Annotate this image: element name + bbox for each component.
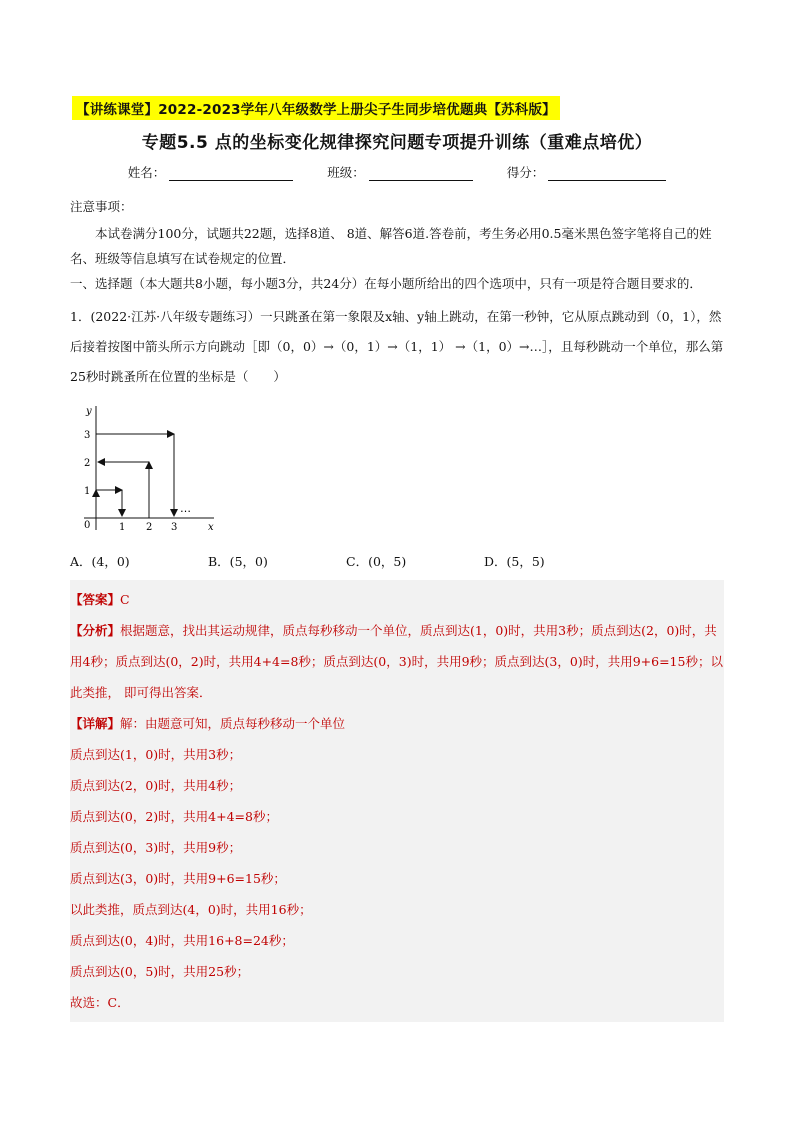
detail-line-7: 质点到达(0，4)时，共用16+8=24秒； — [70, 933, 294, 948]
detail-line-9: 故选：C． — [70, 995, 130, 1010]
analysis-tag: 【分析】 — [70, 623, 121, 638]
option-c[interactable]: C．(0，5) — [346, 554, 407, 569]
name-label: 姓名： — [127, 165, 166, 180]
x-tick-1: 1 — [119, 522, 126, 533]
class-field[interactable] — [327, 163, 473, 181]
detail-line-5: 质点到达(3，0)时，共用9+6=15秒； — [70, 871, 286, 886]
graph-ellipsis: … — [180, 502, 191, 515]
answer-tag: 【答案】 — [70, 592, 121, 607]
series-banner: 【讲练课堂】2022-2023学年八年级数学上册尖子生同步培优题典【苏科版】 — [72, 96, 560, 120]
name-field[interactable] — [128, 163, 294, 181]
detail-line-0 — [70, 708, 724, 739]
detail-text-0: 解：由题意可知，质点每秒移动一个单位 — [120, 716, 346, 731]
option-b[interactable]: B．(5，0) — [208, 554, 268, 569]
notice-title: 注意事项： — [70, 199, 133, 214]
analysis-text: 根据题意，找出其运动规律，质点每秒移动一个单位，质点到达(1，0)时，共用3秒；质点到达(2，0)时，共用4秒；质点到达(0，2)时，共用4+4=8秒；质点到达(0，3)时，共用9秒；质点到达(3，0)时，共用9+6=15秒；以此类推， 即可得出答案． — [70, 623, 723, 700]
notice-body: 本试卷满分100分，试题共22题，选择8道、 8道、解答6道.答卷前，考生务必用0.5毫米黑色签字笔将自己的姓名、班级等信息填写在试卷规定的位置． — [70, 226, 712, 266]
detail-line-6: 以此类推，质点到达(4，0)时，共用16秒； — [70, 902, 312, 917]
class-blank[interactable] — [369, 166, 473, 181]
analysis-paragraph — [70, 615, 724, 708]
y-tick-2: 2 — [84, 458, 91, 469]
banner-wrap — [72, 96, 724, 120]
y-axis-label: y — [86, 406, 92, 417]
y-tick-1: 1 — [84, 486, 91, 497]
answer-value: C — [120, 592, 130, 607]
solution-block — [70, 580, 724, 1022]
option-d[interactable]: D．(5，5) — [484, 554, 545, 569]
detail-tag: 【详解】 — [70, 716, 121, 731]
detail-line-3: 质点到达(0，2)时，共用4+4=8秒； — [70, 809, 278, 824]
x-tick-2: 2 — [146, 522, 153, 533]
student-info-row — [70, 163, 724, 181]
answer-line — [70, 584, 724, 615]
origin-label: 0 — [84, 520, 91, 531]
x-axis-label: x — [208, 522, 214, 533]
detail-line-2: 质点到达(2，0)时，共用4秒； — [70, 778, 242, 793]
page-title: 专题5.5 点的坐标变化规律探究问题专项提升训练（重难点培优） — [141, 133, 653, 153]
detail-line-4: 质点到达(0，3)时，共用9秒； — [70, 840, 242, 855]
score-field[interactable] — [507, 163, 667, 181]
worksheet-page — [70, 96, 724, 1022]
option-a[interactable]: A．(4，0) — [70, 554, 130, 569]
section-heading: 一、选择题（本大题共8小题，每小题3分，共24分）在每小题所给出的四个选项中，只有一项是符合题目要求的． — [70, 276, 702, 291]
flea-path-graph — [74, 400, 224, 536]
score-label: 得分： — [506, 165, 545, 180]
answer-options — [70, 552, 724, 570]
detail-line-8: 质点到达(0，5)时，共用25秒； — [70, 964, 250, 979]
score-blank[interactable] — [548, 166, 666, 181]
name-blank[interactable] — [169, 166, 293, 181]
detail-line-1: 质点到达(1，0)时，共用3秒； — [70, 747, 242, 762]
y-tick-3: 3 — [84, 430, 91, 441]
question-1-text: 1．(2022·江苏·八年级专题练习）一只跳蚤在第一象限及x轴、y轴上跳动，在第一秒钟，它从原点跳动到（0，1），然后接着按图中箭头所示方向跳动［即（0，0）→（0，1）→（1，1） →（1，0）→…］，且每秒跳动一个单位，那么第25秒时跳蚤所在位置的坐标是（ ） — [70, 309, 724, 384]
x-tick-3: 3 — [171, 522, 178, 533]
class-label: 班级： — [327, 165, 365, 180]
